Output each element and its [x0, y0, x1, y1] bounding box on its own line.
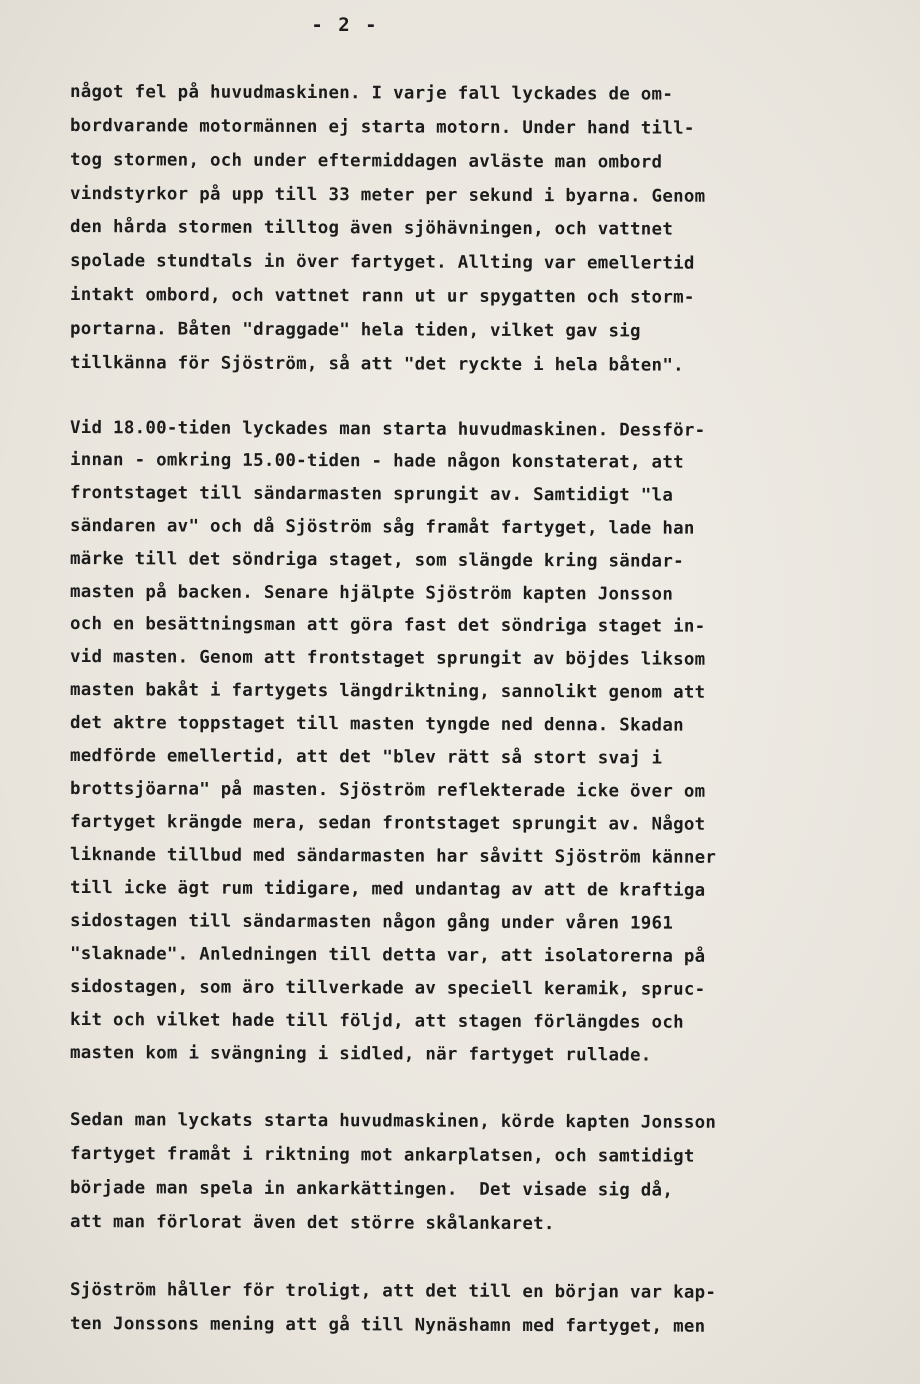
paragraph-1-line-7: intakt ombord, och vattnet rann ut ur spygatten och storm- — [69, 285, 695, 308]
paragraph-1-line-3: tog stormen, och under eftermiddagen avläste man ombord — [69, 150, 663, 173]
paragraph-4-line-1: Sjöström håller för troligt, att det till en början var kap- — [69, 1280, 717, 1303]
paragraph-3-line-4: att man förlorat även det större skålankaret. — [69, 1212, 555, 1235]
paragraph-2-line-1: Vid 18.00-tiden lyckades man starta huvudmaskinen. Dessför- — [69, 418, 706, 441]
paragraph-2-line-5: märke till det söndriga staget, som slängde kring sändar- — [69, 549, 684, 572]
paragraph-2-line-15: till icke ägt rum tidigare, med undantag av att de kraftiga — [69, 878, 706, 901]
paragraph-2-line-4: sändaren av" och då Sjöström såg framåt fartyget, lade han — [69, 516, 695, 539]
paragraph-1-line-5: den hårda stormen tilltog även sjöhävningen, och vattnet — [69, 217, 674, 240]
paragraph-3-line-3: började man spela in ankarkättingen. Det visade sig då, — [69, 1178, 674, 1201]
paragraph-1-line-4: vindstyrkor på upp till 33 meter per sekund i byarna. Genom — [69, 184, 706, 207]
page-number: - 2 - — [311, 14, 379, 36]
paragraph-4-line-2: ten Jonssons mening att gå till Nynäshamn med fartyget, men — [69, 1314, 706, 1337]
paragraph-3-line-1: Sedan man lyckats starta huvudmaskinen, körde kapten Jonsson — [69, 1110, 717, 1133]
paragraph-2-line-8: vid masten. Genom att frontstaget sprungit av böjdes liksom — [69, 647, 706, 670]
paragraph-2-line-17: "slaknade". Anledningen till detta var, att isolatorerna på — [69, 944, 706, 967]
paragraph-2-line-9: masten bakåt i fartygets längdriktning, sannolikt genom att — [69, 680, 706, 703]
paragraph-2-line-18: sidostagen, som äro tillverkade av speciell keramik, spruc- — [69, 977, 706, 1000]
paragraph-2-line-3: frontstaget till sändarmasten sprungit av. Samtidigt "la — [69, 483, 674, 506]
paragraph-2-line-20: masten kom i svängning i sidled, när fartyget rullade. — [69, 1043, 652, 1066]
paragraph-1-line-2: bordvarande motormännen ej starta motorn. Under hand till- — [69, 116, 695, 139]
paragraph-2-line-13: fartyget krängde mera, sedan frontstaget sprungit av. Något — [69, 812, 706, 835]
paragraph-2-line-2: innan - omkring 15.00-tiden - hade någon konstaterat, att — [69, 450, 684, 473]
paragraph-2-line-16: sidostagen till sändarmasten någon gång under våren 1961 — [69, 911, 674, 934]
paragraph-2-line-19: kit och vilket hade till följd, att stagen förlängdes och — [69, 1010, 684, 1033]
paragraph-1-line-8: portarna. Båten "draggade" hela tiden, vilket gav sig — [69, 319, 641, 342]
paragraph-1-line-6: spolade stundtals in över fartyget. Allting var emellertid — [69, 251, 695, 274]
paragraph-2-line-12: brottsjöarna" på masten. Sjöström reflekterade icke över om — [69, 779, 706, 802]
paragraph-1-line-9: tillkänna för Sjöström, så att "det ryckte i hela båten". — [69, 353, 684, 376]
paragraph-3-line-2: fartyget framåt i riktning mot ankarplatsen, och samtidigt — [69, 1144, 695, 1167]
paragraph-2-line-6: masten på backen. Senare hjälpte Sjöström kapten Jonsson — [69, 582, 674, 605]
paragraph-2-line-14: liknande tillbud med sändarmasten har såvitt Sjöström känner — [69, 845, 717, 868]
paragraph-1-line-1: något fel på huvudmaskinen. I varje fall lyckades de om- — [69, 82, 674, 105]
paragraph-2-line-10: det aktre toppstaget till masten tyngde ned denna. Skadan — [69, 713, 684, 736]
paragraph-2-line-11: medförde emellertid, att det "blev rätt så stort svaj i — [69, 746, 663, 769]
paragraph-2-line-7: och en besättningsman att göra fast det söndriga staget in- — [69, 614, 706, 637]
